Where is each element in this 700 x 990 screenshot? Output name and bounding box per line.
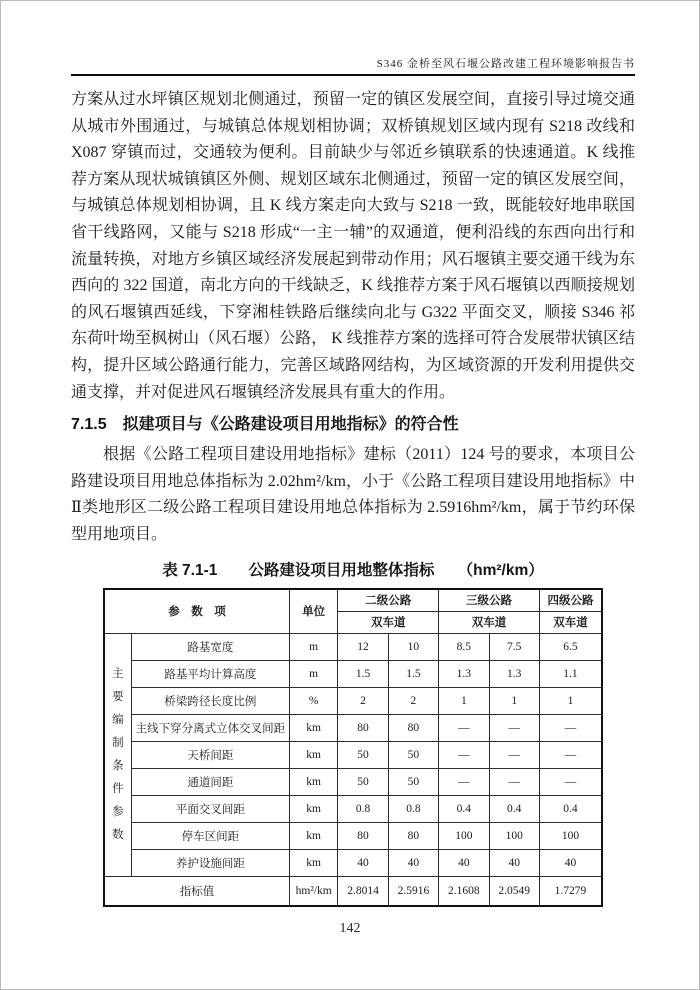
value-cell: 40 (439, 849, 489, 876)
footer-value-cell: 2.0549 (489, 876, 539, 906)
value-cell: 80 (338, 714, 388, 741)
footer-value-cell: 2.1608 (439, 876, 489, 906)
value-cell: — (539, 714, 602, 741)
table-row (104, 741, 602, 768)
unit-cell: km (289, 849, 337, 876)
table-row (104, 795, 602, 822)
unit-cell: m (289, 633, 337, 660)
unit-cell: km (289, 795, 337, 822)
value-cell: 6.5 (539, 633, 602, 660)
header-cell-param: 参 数 项 (104, 589, 289, 634)
value-cell: 7.5 (489, 633, 539, 660)
value-cell: 8.5 (439, 633, 489, 660)
footer-value-cell: 2.8014 (338, 876, 388, 906)
unit-cell: km (289, 768, 337, 795)
value-cell: 1 (489, 687, 539, 714)
unit-cell: km (289, 714, 337, 741)
value-cell: 2 (388, 687, 438, 714)
value-cell: 10 (388, 633, 438, 660)
value-cell: 100 (439, 822, 489, 849)
table-row (104, 849, 602, 876)
value-cell: — (539, 768, 602, 795)
table-row (104, 660, 602, 687)
header-cell-lanes3: 双车道 (439, 611, 540, 633)
value-cell: — (489, 741, 539, 768)
param-name-cell: 桥梁跨径长度比例 (131, 687, 289, 714)
header-cell-lanes2: 双车道 (338, 611, 439, 633)
section-heading-7-1-5: 7.1.5 拟建项目与《公路建设项目用地指标》的符合性 (71, 416, 459, 434)
value-cell: 80 (338, 822, 388, 849)
table-footer-row (104, 876, 602, 906)
unit-cell: km (289, 822, 337, 849)
paragraph-land-use-index: 根据《公路工程项目建设用地指标》建标（2011）124 号的要求，本项目公路建设项目用地总体指标为 2.02hm²/km，小于《公路工程项目建设用地指标》中Ⅱ类地形区二级公路工程项目建设用地总体指标为 2.5916hm²/km，属于节约环保型用地项目。 (71, 446, 635, 543)
value-cell: 50 (338, 741, 388, 768)
value-cell: 40 (388, 849, 438, 876)
value-cell: 1 (539, 687, 602, 714)
table-row (104, 822, 602, 849)
land-use-indicator-table (103, 588, 603, 907)
value-cell: 40 (489, 849, 539, 876)
side-group-cell (104, 633, 131, 876)
running-header-title: S346 金桥至风石堰公路改建工程环境影响报告书 (376, 58, 635, 70)
value-cell: 100 (489, 822, 539, 849)
value-cell: 0.4 (489, 795, 539, 822)
value-cell: — (439, 741, 489, 768)
side-group-label: 主要编制条件参数 (112, 667, 124, 841)
param-name-cell: 天桥间距 (131, 741, 289, 768)
value-cell: 80 (388, 822, 438, 849)
value-cell: 40 (338, 849, 388, 876)
footer-value-cell: 1.7279 (539, 876, 602, 906)
value-cell: — (489, 768, 539, 795)
table-row (104, 633, 602, 660)
value-cell: — (489, 714, 539, 741)
value-cell: 1.3 (489, 660, 539, 687)
param-name-cell: 通道间距 (131, 768, 289, 795)
param-name-cell: 停车区间距 (131, 822, 289, 849)
value-cell: 40 (539, 849, 602, 876)
value-cell: 1.5 (388, 660, 438, 687)
value-cell: 1.3 (439, 660, 489, 687)
unit-cell: km (289, 741, 337, 768)
value-cell: 12 (338, 633, 388, 660)
value-cell: 50 (338, 768, 388, 795)
value-cell: 80 (388, 714, 438, 741)
param-name-cell: 路基平均计算高度 (131, 660, 289, 687)
page-content (71, 55, 635, 907)
header-rule (71, 74, 635, 76)
page-number: 142 (339, 921, 361, 936)
value-cell: — (439, 714, 489, 741)
unit-cell: % (289, 687, 337, 714)
value-cell: — (539, 741, 602, 768)
table-row (104, 687, 602, 714)
value-cell: 0.8 (338, 795, 388, 822)
unit-cell: m (289, 660, 337, 687)
table-caption: 表 7.1-1 公路建设项目用地整体指标 （hm²/km） (162, 561, 544, 579)
value-cell: 0.8 (388, 795, 438, 822)
header-cell-grade2: 二级公路 (338, 589, 439, 612)
value-cell: 50 (388, 741, 438, 768)
param-name-cell: 养护设施间距 (131, 849, 289, 876)
param-name-cell: 平面交叉间距 (131, 795, 289, 822)
value-cell: 0.4 (439, 795, 489, 822)
value-cell: 0.4 (539, 795, 602, 822)
value-cell: — (439, 768, 489, 795)
value-cell: 2 (338, 687, 388, 714)
header-cell-grade3: 三级公路 (439, 589, 540, 612)
paragraph-route-scheme: 方案从过水坪镇区规划北侧通过，预留一定的镇区发展空间，直接引导过境交通从城市外围通过，与城镇总体规划相协调；双桥镇规划区域内现有 S218 改线和 X087 穿镇而过，交通较为便利。目前缺少与邻近乡镇联系的快速通道。K 线推荐方案从现状城镇镇区外侧、规划区域东北侧通过，预留一定的镇区发展空间，与城镇总体规划相协调，且 K 线方案走向大致与 S218 一致，既能较好地串联国省干线路网，又能与 S218 形成“一主一辅”的双通道，便利沿线的东西向出行和流量转换，对地方乡镇区域经济发展起到带动作用；风石堰镇主要交通干线为东西向的 322 国道，南北方向的干线缺乏，K 线推荐方案于风石堰镇以西顺接规划的风石堰镇西延线，下穿湘桂铁路后继续向北与 G322 平面交叉，顺接 S346 祁东荷叶坳至枫树山（风石堰）公路， K 线推荐方案的选择可符合发展带状镇区结构，提升区域公路通行能力，完善区域路网结构，为区域资源的开发利用提供交通支撑，并对促进风石堰镇经济发展具有重大的作用。 (71, 91, 635, 401)
footer-label-cell: 指标值 (104, 876, 289, 906)
value-cell: 50 (388, 768, 438, 795)
value-cell: 1.1 (539, 660, 602, 687)
value-cell: 100 (539, 822, 602, 849)
table-row (104, 768, 602, 795)
table-row (104, 714, 602, 741)
value-cell: 1 (439, 687, 489, 714)
param-name-cell: 主线下穿分离式立体交叉间距 (131, 714, 289, 741)
header-cell-grade4: 四级公路 (539, 589, 602, 612)
header-cell-unit: 单位 (289, 589, 337, 634)
header-cell-lanes4: 双车道 (539, 611, 602, 633)
footer-unit-cell: hm²/km (289, 876, 337, 906)
table-header-row-1 (104, 589, 602, 612)
value-cell: 1.5 (338, 660, 388, 687)
footer-value-cell: 2.5916 (388, 876, 438, 906)
param-name-cell: 路基宽度 (131, 633, 289, 660)
